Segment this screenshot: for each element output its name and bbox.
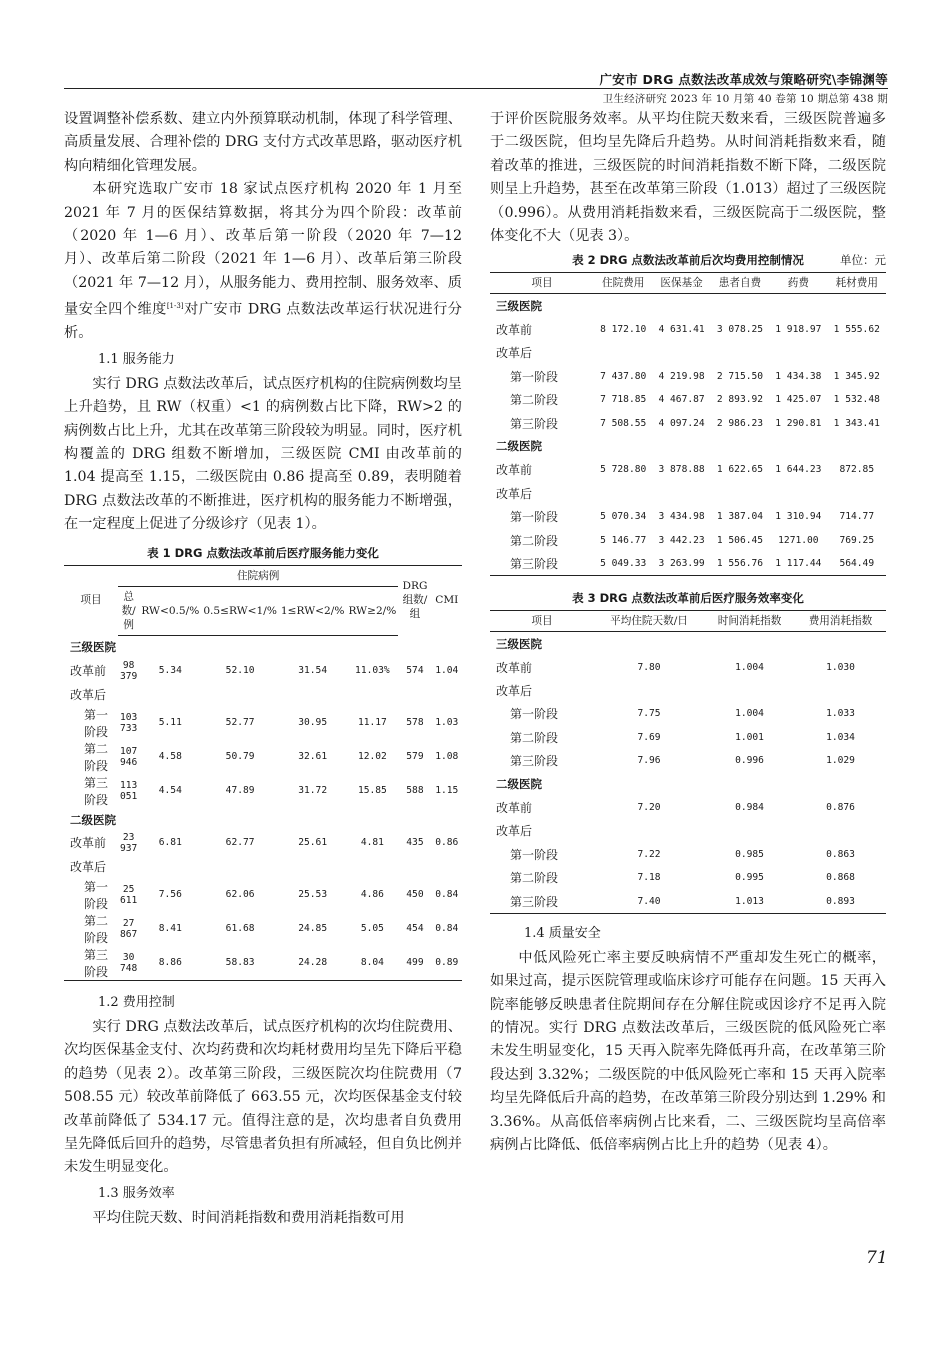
table2-cell [652, 341, 710, 364]
table1-cell: 24.28 [298, 957, 328, 969]
table2-cell: 7 508.55 [600, 417, 647, 429]
table2-cell: 872.85 [839, 464, 875, 476]
table2-cell: 4 467.87 [658, 394, 705, 406]
table2-cell: 5 728.80 [600, 464, 647, 476]
table3-cell: 1.030 [826, 661, 855, 673]
table1-row [64, 682, 462, 705]
table1-cell: 50.79 [225, 751, 255, 763]
table3-cell: 0.868 [826, 872, 855, 884]
table1-cell [201, 855, 279, 878]
table1-header-col: 0.5≤RW<1/% [201, 586, 279, 635]
table1-cell [432, 855, 462, 878]
table2-cell: 1 506.45 [716, 534, 764, 546]
table3-header-col: 平均住院天数/日 [594, 611, 704, 632]
table1-cell: 8.86 [158, 957, 182, 969]
table1-caption-text: 1 DRG 点数法改革前后医疗服务能力变化 [162, 545, 379, 560]
table3-cell: 7.69 [637, 731, 661, 743]
table3-row-label: 第一阶段 [510, 847, 559, 862]
table1-group-row [64, 635, 462, 659]
table2-row [490, 318, 886, 341]
table1-cell [398, 855, 431, 878]
table1-cell: 579 [406, 751, 424, 763]
table1-cell: 31.72 [298, 785, 328, 797]
table1-row [64, 912, 462, 946]
table1-cell: 25 611 [119, 883, 138, 906]
table2-cell: 7 437.80 [600, 370, 647, 382]
table2-cell: 5 070.34 [600, 511, 647, 523]
table1-row [64, 659, 462, 682]
table2-row-label: 第三阶段 [510, 556, 559, 571]
table3-row-label: 第三阶段 [510, 894, 559, 909]
table2-caption-prefix: 表 [572, 253, 584, 268]
table1-cell: 8.04 [360, 957, 384, 969]
table2-cell [769, 341, 827, 364]
table1-cell: 574 [406, 665, 424, 677]
table1-row [64, 855, 462, 878]
method-text-a: 本研究选取广安市 18 家试点医疗机构 2020 年 1 月至 2021 年 7 月的医保结算数据，将其分为四个阶段：改革前（2020 年 1—6 月）、改革后第一阶段（2020 年 7—12 月）、改革后第二阶段（2021 年 1—6 月）、改革后第三阶段（2021 年 7—12 月），从服务能力、费用控制、服务效率、质量安全四个维度 [64, 181, 462, 318]
table1-cell: 24.85 [298, 923, 328, 935]
table3-cell: 0.985 [735, 848, 764, 860]
table1-cell: 58.83 [225, 957, 255, 969]
table3-row-label: 改革后 [496, 824, 533, 839]
table3-group-row [490, 772, 886, 795]
table2-cell: 4 097.24 [658, 417, 705, 429]
table2-cell: 1 290.81 [775, 417, 822, 429]
table2-cell: 4 631.41 [658, 324, 705, 336]
table2-cell: 714.77 [839, 511, 875, 523]
table1-cell: 4.54 [158, 785, 182, 797]
table2-cell: 3 263.99 [658, 557, 705, 569]
table1-cell: 7.56 [158, 889, 182, 901]
table2-row [490, 341, 886, 364]
table3-cell: 1.033 [826, 708, 855, 720]
table2-cell [828, 341, 886, 364]
table3-row [490, 819, 886, 842]
table1-header-group: 住院病例 [118, 565, 398, 586]
section-1-1-heading: 1.1 服务能力 [98, 351, 175, 367]
table2-header-col: 药费 [769, 273, 827, 294]
page-number: 71 [866, 1248, 888, 1268]
table1-row-label: 改革前 [70, 664, 107, 679]
table1-group-label: 三级医院 [70, 640, 116, 655]
table1-cell: 62.06 [225, 889, 255, 901]
table2-cell: 4 219.98 [658, 370, 705, 382]
table1 [64, 565, 462, 981]
table3-cell: 7.18 [637, 872, 661, 884]
table2-cell: 1 425.07 [775, 394, 822, 406]
table2-cell [828, 482, 886, 505]
table2-unit: 单位：元 [840, 253, 886, 268]
table2-cell: 1 556.76 [716, 557, 764, 569]
table2-group-row [490, 294, 886, 318]
table2-cell: 3 442.23 [658, 534, 705, 546]
table1-cell: 62.77 [225, 837, 255, 849]
table3-row [490, 866, 886, 889]
table3-caption [490, 590, 886, 606]
table1-header-cmi: CMI [435, 594, 459, 607]
paragraph-intro-end: 设置调整补偿系数、建立内外预算联动机制，体现了科学管理、高质量发展、合理补偿的 DRG 支付方式改革思路，驱动医疗机构向精细化管理发展。 [64, 111, 462, 174]
table3-row [490, 656, 886, 679]
table2-cell: 5 146.77 [600, 534, 647, 546]
table3-cell: 1.029 [826, 755, 855, 767]
table3-row-label: 第二阶段 [510, 871, 559, 886]
table3-caption-prefix: 表 [572, 591, 584, 606]
table2-cell: 2 893.92 [716, 394, 764, 406]
table3-cell: 7.40 [637, 895, 661, 907]
table2-group-label: 三级医院 [496, 299, 542, 314]
table1-cell [279, 682, 347, 705]
table3-cell: 0.893 [826, 895, 855, 907]
table1-header-col: 总数/例 [118, 586, 139, 635]
table2-group-label: 二级医院 [496, 439, 542, 454]
table1-cell: 25.61 [298, 837, 328, 849]
citation-ref: [1-3] [166, 302, 184, 311]
table3-cell: 1.004 [735, 708, 764, 720]
table1-cell [139, 855, 201, 878]
table1-cell: 5.34 [158, 665, 182, 677]
table2-cell [594, 482, 652, 505]
table1-cell: 11.03% [355, 665, 390, 677]
table2-cell: 1 555.62 [833, 324, 880, 336]
table2-header-col: 患者自费 [711, 273, 769, 294]
table1-cell: 1.08 [435, 751, 459, 763]
table3-header-col: 费用消耗指数 [795, 611, 886, 632]
table2-row [490, 505, 886, 528]
table1-cell: 30.95 [298, 717, 328, 729]
right-column [490, 108, 886, 1157]
table1-cell: 0.84 [435, 889, 459, 901]
table3-cell: 7.20 [637, 802, 661, 814]
table1-cell: 15.85 [357, 785, 387, 797]
table1-group-label: 二级医院 [70, 812, 116, 827]
table1-row-label: 第一阶段 [84, 879, 109, 911]
table3-cell [704, 679, 795, 702]
table2-header-item: 项目 [490, 273, 594, 294]
table1-cell: 1.03 [435, 717, 459, 729]
table2-row [490, 458, 886, 481]
table1-cell [432, 682, 462, 705]
table1-cell: 27 867 [119, 917, 138, 940]
table1-cell: 32.61 [298, 751, 328, 763]
table2-cell [594, 341, 652, 364]
table2-row [490, 552, 886, 576]
table2-cell: 1 532.48 [833, 394, 880, 406]
table3-cell [594, 679, 704, 702]
table2-cell: 1 644.23 [775, 464, 822, 476]
table1-cell: 4.58 [158, 751, 182, 763]
table1-cell: 4.81 [360, 837, 384, 849]
table2-row-label: 第二阶段 [510, 533, 559, 548]
table3-cell: 7.96 [637, 755, 661, 767]
table1-group-row [64, 808, 462, 831]
table2-cell: 2 715.50 [716, 370, 764, 382]
table2-caption-text: 2 DRG 点数法改革前后次均费用控制情况 [587, 253, 804, 268]
table2-cell: 7 718.85 [600, 394, 647, 406]
table3-row-label: 改革前 [496, 660, 533, 675]
table3-cell: 7.80 [637, 661, 661, 673]
section-1-2-heading: 1.2 费用控制 [98, 994, 175, 1010]
table1-cell: 450 [406, 889, 424, 901]
table1-header-col: RW<0.5/% [139, 586, 201, 635]
table2-cell: 1 343.41 [833, 417, 880, 429]
table2-row-label: 第二阶段 [510, 393, 559, 408]
table1-row-label: 改革前 [70, 836, 107, 851]
table2-cell: 564.49 [839, 557, 875, 569]
table1-cell: 47.89 [225, 785, 255, 797]
table3-row [490, 843, 886, 866]
table1-row-label: 改革后 [70, 687, 107, 702]
table2-row-label: 改革后 [496, 486, 533, 501]
table1-caption-prefix: 表 [147, 545, 159, 560]
table3-cell: 0.996 [735, 755, 764, 767]
table3-row-label: 改革前 [496, 801, 533, 816]
table2-cell: 3 078.25 [716, 324, 764, 336]
table2-cell: 8 172.10 [600, 324, 647, 336]
table1-cell: 0.86 [435, 837, 459, 849]
table1-cell: 435 [406, 837, 424, 849]
table1-row [64, 946, 462, 981]
table3-cell: 0.995 [735, 872, 764, 884]
table2-cell: 3 878.88 [658, 464, 705, 476]
table1-cell [118, 682, 139, 705]
table2-row [490, 365, 886, 388]
table1-cell: 1.04 [435, 665, 459, 677]
table3-cell [795, 819, 886, 842]
table1-row-label: 第二阶段 [84, 913, 109, 945]
table1-row [64, 878, 462, 912]
table3-row [490, 679, 886, 702]
table3-cell: 1.013 [735, 895, 764, 907]
table1-cell: 61.68 [225, 923, 255, 935]
table2-cell: 1 117.44 [775, 557, 822, 569]
table2-row [490, 528, 886, 551]
table1-cell: 98 379 [119, 659, 138, 682]
table1-cell: 12.02 [357, 751, 387, 763]
table3-cell: 1.034 [826, 731, 855, 743]
table3-group-row [490, 632, 886, 656]
running-header-title: 广安市 DRG 点数法改革成效与策略研究\李锦渊等 [599, 72, 888, 87]
table2-cell [711, 482, 769, 505]
table2-row-label: 改革后 [496, 346, 533, 361]
table2-group-row [490, 435, 886, 458]
table1-cell: 499 [406, 957, 424, 969]
running-header-journal: 卫生经济研究 2023 年 10 月第 40 卷第 10 期总第 438 期 [602, 93, 888, 105]
table3-group-label: 三级医院 [496, 636, 542, 651]
table1-cell [201, 682, 279, 705]
table1-row-label: 第三阶段 [84, 947, 109, 979]
table2-row-label: 第三阶段 [510, 416, 559, 431]
header-rule [64, 88, 888, 89]
table3-cell: 7.75 [637, 708, 661, 720]
paragraph-cost-control: 实行 DRG 点数法改革后，试点医疗机构的次均住院费用、次均医保基金支付、次均药费和次均耗材费用均呈先下降后平稳的趋势（见表 2）。改革第三阶段，三级医院次均住院费用（7 508.55 元）较改革前降低了 663.55 元，次均医保基金支付较改革前降低了 534.17 元。值得注意的是，次均患者自负费用呈先降低后回升的趋势，尽管患者负担有所减轻，但自负比例并未发生明显变化。 [64, 1018, 462, 1176]
table2-cell: 1 345.92 [833, 370, 880, 382]
table1-row-label: 第一阶段 [84, 707, 109, 739]
table3-row [490, 702, 886, 725]
section-1-3-heading: 1.3 服务效率 [98, 1185, 175, 1201]
table2-cell: 769.25 [839, 534, 875, 546]
table3-caption-text: 3 DRG 点数法改革前后医疗服务效率变化 [587, 591, 804, 606]
table3-row-label: 改革后 [496, 684, 533, 699]
table2-row [490, 388, 886, 411]
table3-header-col: 时间消耗指数 [704, 611, 795, 632]
table2-row-label: 第一阶段 [510, 510, 559, 525]
table1-cell: 52.10 [225, 665, 255, 677]
table3-cell: 0.876 [826, 802, 855, 814]
table1-cell [398, 682, 431, 705]
table2-cell: 1271.00 [778, 534, 819, 546]
paragraph-method [64, 178, 462, 346]
table2-header-col: 医保基金 [652, 273, 710, 294]
table3-row-label: 第一阶段 [510, 707, 559, 722]
table2-cell: 1 918.97 [775, 324, 822, 336]
table3-row-label: 第二阶段 [510, 730, 559, 745]
table3-cell: 1.001 [735, 731, 764, 743]
table2-row [490, 482, 886, 505]
paragraph-efficiency-start: 平均住院天数、时间消耗指数和费用消耗指数可用 [92, 1209, 405, 1226]
table1-cell: 107 946 [119, 745, 138, 768]
table1-cell: 11.17 [357, 717, 387, 729]
paragraph-quality-safety: 中低风险死亡率主要反映病情不严重却发生死亡的概率，如果过高，提示医院管理或临床诊疗可能存在问题。15 天再入院率能够反映患者住院期间存在分解住院或因诊疗不足再入院的情况。实行 DRG 点数法改革后，三级医院的低风险死亡率未发生明显变化，15 天再入院率先降低再升高，在改革第三阶段达到 3.32%；二级医院的中低风险死亡率和 15 天再入院率均呈先降低后升高的趋势，在改革第三阶段分别达到 1.29% 和 3.36%。从高低倍率病例占比来看，二、三级医院均呈高倍率病例占比降低、低倍率病例占比上升的趋势（见表 4）。 [490, 949, 886, 1154]
left-column [64, 108, 462, 1230]
table1-header-col: 1≤RW<2/% [279, 586, 347, 635]
table2 [490, 272, 886, 576]
table2-cell: 3 434.98 [658, 511, 705, 523]
table3-row [490, 796, 886, 819]
table1-cell: 103 733 [119, 711, 138, 734]
table1-cell: 30 748 [119, 951, 138, 974]
table2-cell: 2 986.23 [716, 417, 764, 429]
table1-cell: 588 [406, 785, 424, 797]
table2-cell [652, 482, 710, 505]
table1-header-item: 项目 [80, 594, 102, 607]
table3-header-item: 项目 [490, 611, 594, 632]
table1-row-label: 改革后 [70, 859, 107, 874]
table1-row-label: 第二阶段 [84, 741, 109, 773]
table1-header-col: RW≥2/% [346, 586, 398, 635]
table1-cell [118, 855, 139, 878]
table2-row-label: 改革前 [496, 463, 533, 478]
table1-cell: 23 937 [119, 831, 138, 854]
paragraph-service-capacity: 实行 DRG 点数法改革后，试点医疗机构的住院病例数均呈上升趋势，且 RW（权重）<1 的病例数占比下降，RW>2 的病例数占比上升，尤其在改革第三阶段较为明显。同时，医疗机构覆盖的 DRG 组数不断增加，三级医院 CMI 由改革前的 1.04 提高至 1.15，二级医院由 0.86 提高至 0.89，表明随着 DRG 点数法改革的不断推进，医疗机构的服务能力不断增强，在一定程度上促进了分级诊疗（见表 1）。 [64, 375, 462, 533]
table2-cell: 1 434.38 [775, 370, 822, 382]
table2-header-col: 耗材费用 [828, 273, 886, 294]
table1-cell: 578 [406, 717, 424, 729]
table3-cell [704, 819, 795, 842]
table1-row-label: 第三阶段 [84, 775, 109, 807]
table1-cell [279, 855, 347, 878]
table3-group-label: 二级医院 [496, 777, 542, 792]
table2-header-col: 住院费用 [594, 273, 652, 294]
table1-row [64, 706, 462, 740]
table2-row-label: 第一阶段 [510, 369, 559, 384]
table1-cell: 1.15 [435, 785, 459, 797]
table3-cell: 0.863 [826, 848, 855, 860]
table1-cell: 0.84 [435, 923, 459, 935]
table3-row-label: 第三阶段 [510, 754, 559, 769]
table1-header-drg: DRG组数/组 [402, 580, 428, 621]
table1-row [64, 831, 462, 854]
table3-cell: 0.984 [735, 802, 764, 814]
table1-cell [346, 682, 398, 705]
table2-cell [769, 482, 827, 505]
table1-cell: 454 [406, 923, 424, 935]
section-1-4-heading: 1.4 质量安全 [524, 925, 601, 941]
table2-cell: 1 622.65 [716, 464, 764, 476]
paragraph-efficiency-cont: 于评价医院服务效率。从平均住院天数来看，三级医院普遍多于二级医院，但均呈先降后升趋势。从时间消耗指数来看，随着改革的推进，三级医院的时间消耗指数不断下降，二级医院则呈上升趋势，甚至在改革第三阶段（1.013）超过了三级医院（0.996）。从费用消耗指数来看，三级医院高于二级医院，整体变化不大（见表 3）。 [490, 111, 886, 245]
table1-row [64, 774, 462, 808]
table3-cell: 7.22 [637, 848, 661, 860]
table1-cell [346, 855, 398, 878]
table2-cell [711, 341, 769, 364]
table1-cell: 6.81 [158, 837, 182, 849]
table1-caption [64, 545, 462, 561]
method-text-b: 对广安市 DRG 点数法改革运行状况进行分析。 [64, 301, 462, 342]
table3-cell [795, 679, 886, 702]
table3 [490, 610, 886, 914]
table1-cell: 113 051 [119, 779, 138, 802]
table2-caption [490, 252, 886, 268]
table1-cell: 52.77 [225, 717, 255, 729]
table1-cell: 5.05 [360, 923, 384, 935]
table1-cell: 5.11 [158, 717, 182, 729]
table1-cell: 0.89 [435, 957, 459, 969]
table1-row [64, 740, 462, 774]
table2-cell: 1 310.94 [775, 511, 822, 523]
table3-cell: 1.004 [735, 661, 764, 673]
table1-cell: 31.54 [298, 665, 328, 677]
table3-row [490, 749, 886, 772]
table1-cell [139, 682, 201, 705]
table2-cell: 1 387.04 [716, 511, 764, 523]
table3-row [490, 726, 886, 749]
table2-row-label: 改革前 [496, 323, 533, 338]
table2-row [490, 411, 886, 434]
table1-cell: 25.53 [298, 889, 328, 901]
table1-cell: 8.41 [158, 923, 182, 935]
table2-cell: 5 049.33 [600, 557, 647, 569]
table1-cell: 4.86 [360, 889, 384, 901]
table3-cell [594, 819, 704, 842]
table3-row [490, 889, 886, 913]
